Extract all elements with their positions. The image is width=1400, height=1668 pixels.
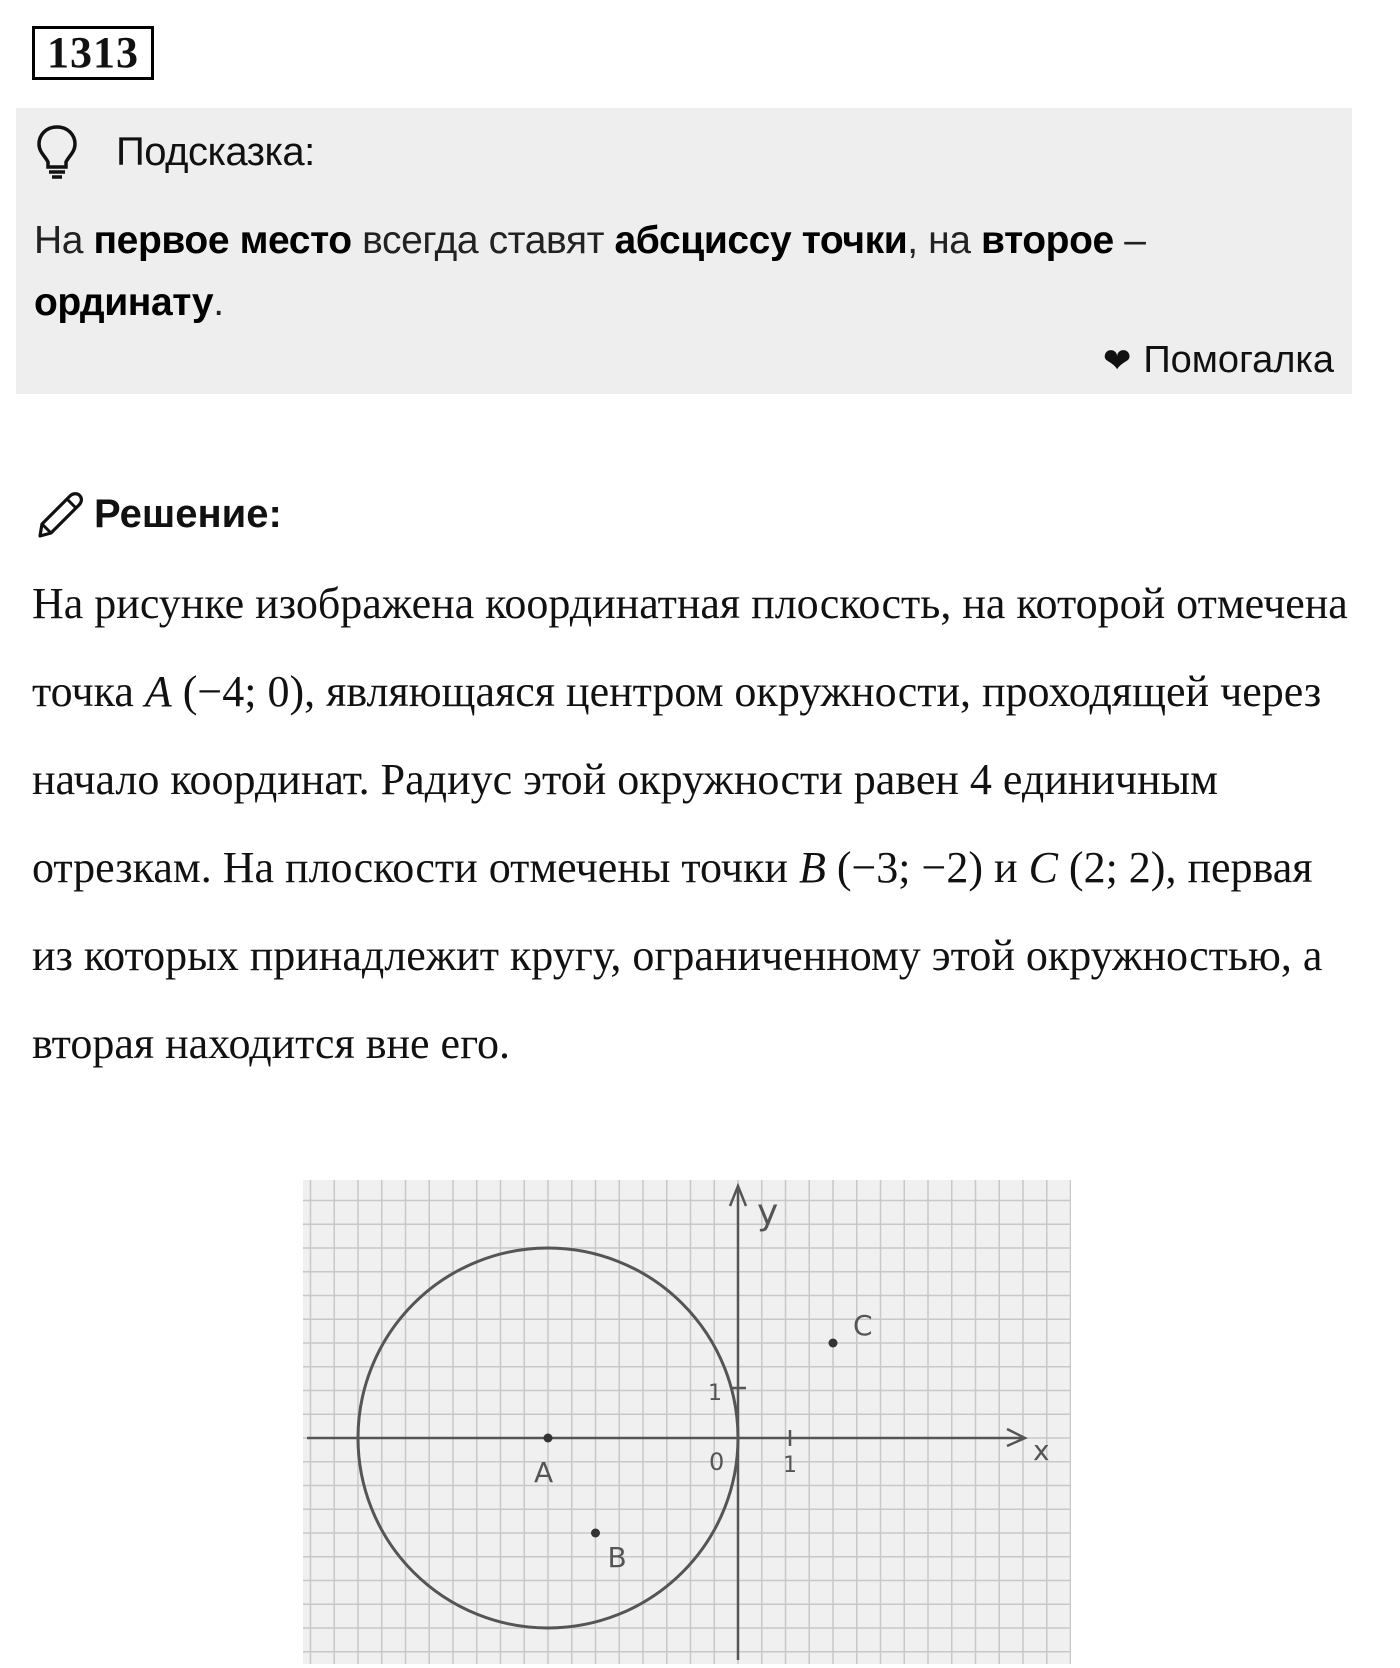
hint-credit xyxy=(1103,336,1334,385)
hint-credit-label: Помогалка xyxy=(1143,339,1334,381)
hint-title: Подсказка: xyxy=(116,130,315,174)
origin-label: 0 xyxy=(709,1448,725,1476)
coordinate-plane xyxy=(303,1180,1071,1664)
point-b-dot xyxy=(591,1529,600,1538)
hint-text-emphasis: абсциссу точки xyxy=(614,219,908,262)
grid xyxy=(303,1180,1071,1664)
point-a-dot xyxy=(544,1434,553,1443)
pencil-icon xyxy=(34,486,86,538)
hint-text-part: – xyxy=(1113,219,1146,262)
solution-text-part: (−4; 0), являющаяся центром окружности, проходящей через начало координат. Радиус этой окружности равен 4 единичным отрезкам. На плоскости отмечены точки xyxy=(32,667,1322,892)
hint-text xyxy=(34,210,1334,334)
heart-icon: ❤ xyxy=(1102,342,1132,380)
point-marks xyxy=(534,1309,873,1574)
task-number: 1313 xyxy=(32,26,154,80)
point-label-a: A xyxy=(144,667,172,716)
x-axis-label: x xyxy=(1033,1434,1050,1467)
solution-title: Решение: xyxy=(94,492,282,536)
hint-text-part: всегда ставят xyxy=(351,219,615,262)
solution-text-part: (−3; −2) и xyxy=(825,843,1029,892)
solution-text xyxy=(32,560,1362,1088)
coordinate-figure xyxy=(303,1180,1071,1664)
hint-text-emphasis: первое место xyxy=(93,219,352,262)
point-a-label: A xyxy=(534,1456,554,1489)
point-label-b: B xyxy=(798,843,826,892)
hint-text-part: . xyxy=(213,281,224,324)
hint-text-part: , на xyxy=(907,219,982,262)
point-c-dot xyxy=(829,1339,838,1348)
solution-text-part: (2; 2), первая из которых принадлежит кругу, ограниченному этой окружностью, а вторая находится вне его. xyxy=(32,843,1323,1068)
hint-text-emphasis: ординату xyxy=(34,281,214,324)
hint-text-part: На xyxy=(34,219,94,262)
point-b-label: B xyxy=(607,1541,627,1574)
lightbulb-icon xyxy=(36,124,78,180)
hint-box xyxy=(16,108,1352,394)
point-c-label: C xyxy=(853,1309,873,1342)
y-axis-label: y xyxy=(757,1192,779,1233)
point-label-c: C xyxy=(1028,843,1058,892)
x-tick-label: 1 xyxy=(783,1453,797,1478)
solution-text-part: На рисунке изображена координатная плоскость, на которой отмечена точка xyxy=(32,579,1348,716)
y-tick-label: 1 xyxy=(708,1381,722,1406)
hint-text-emphasis: второе xyxy=(981,219,1114,262)
